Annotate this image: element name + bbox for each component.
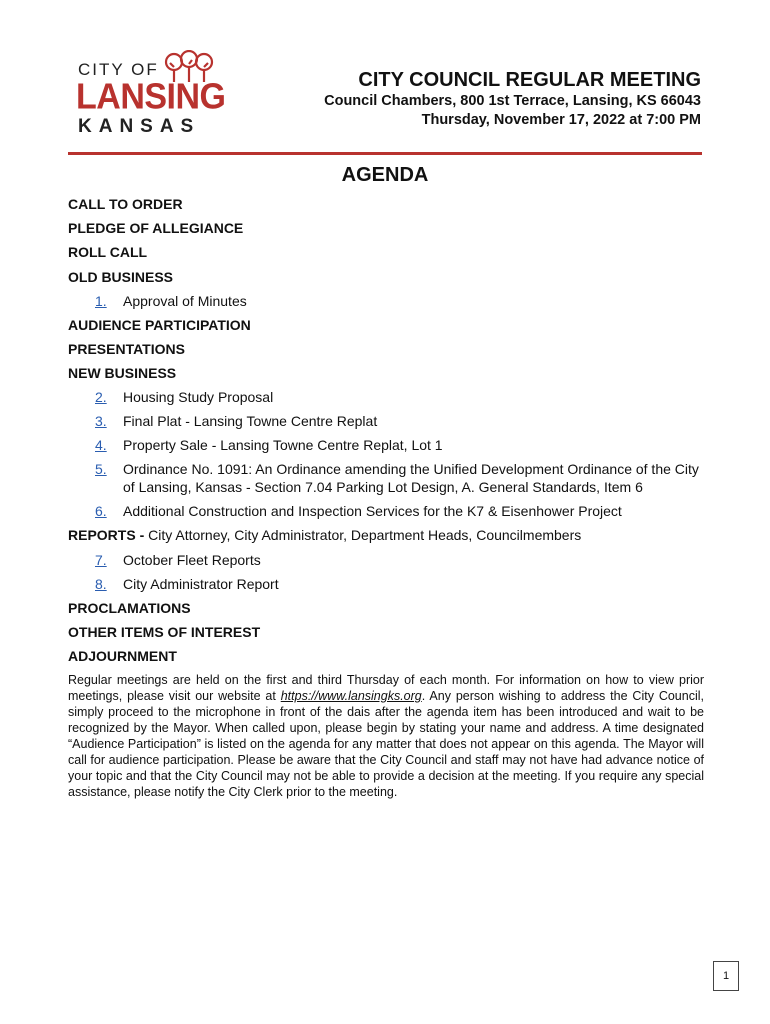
page-number: 1 (713, 961, 739, 991)
agenda-item (68, 409, 704, 433)
section-adjournment: ADJOURNMENT (68, 647, 177, 664)
section-call-to-order: CALL TO ORDER (68, 196, 183, 212)
agenda-item-link[interactable]: 3. (95, 413, 107, 430)
agenda-item (68, 433, 704, 457)
meeting-header (324, 68, 701, 130)
agenda-body (68, 192, 704, 800)
meeting-datetime: Thursday, November 17, 2022 at 7:00 PM (421, 112, 701, 128)
meeting-notice (68, 672, 704, 800)
section-new-business: NEW BUSINESS (68, 365, 177, 382)
section-other-items: OTHER ITEMS OF INTEREST (68, 623, 261, 640)
agenda-item-link[interactable]: 1. (95, 292, 107, 309)
reports-label: REPORTS - (68, 527, 145, 544)
agenda-item-text: October Fleet Reports (123, 551, 261, 568)
notice-text-2: . Any person wishing to address the City Council, simply proceed to the microphone in front of the dais after the agenda item has been introduced and wait to be recognized by the Mayor. When called upon, please begin by stating your name and address. A time designated “Audience Participation” is listed on the agenda for any matter that does not appear on this agenda. The Mayor will call for audience participation. Please be aware that the City Council and staff may not have had advance notice of your topic and that the City Council may not be able to provide a decision at the meeting. If you require any special assistance, please notify the City Clerk prior to the meeting. (68, 689, 704, 800)
agenda-item (68, 548, 704, 572)
header-divider (68, 152, 702, 155)
agenda-item-text: Property Sale - Lansing Towne Centre Replat, Lot 1 (123, 437, 443, 454)
section-roll-call: ROLL CALL (68, 244, 148, 261)
meeting-location: Council Chambers, 800 1st Terrace, Lansing, KS 66043 (324, 93, 701, 109)
agenda-item (68, 385, 704, 409)
agenda-item-link[interactable]: 6. (95, 503, 107, 520)
website-link[interactable]: https://www.lansingks.org (280, 689, 422, 704)
agenda-item-text: Housing Study Proposal (123, 389, 274, 406)
logo-kansas: KANSAS (78, 116, 201, 137)
agenda-item (68, 289, 704, 313)
section-reports (68, 523, 704, 547)
agenda-item (68, 499, 704, 523)
agenda-item-text: Final Plat - Lansing Towne Centre Replat (123, 413, 378, 430)
section-audience: AUDIENCE PARTICIPATION (68, 316, 251, 333)
logo-lansing: LANSING (76, 77, 226, 117)
section-pledge: PLEDGE OF ALLEGIANCE (68, 220, 244, 237)
agenda-item-link[interactable]: 8. (95, 575, 107, 592)
agenda-item-link[interactable]: 4. (95, 437, 107, 454)
city-logo (76, 50, 226, 140)
agenda-item-text: Additional Construction and Inspection Services for the K7 & Eisenhower Project (123, 503, 622, 520)
agenda-item-text: City Administrator Report (123, 575, 279, 592)
notice-text-1: Regular meetings are held on the first and third Thursday of each month. For information on how to view prior meetings, please visit our website at (68, 673, 704, 704)
agenda-item-link[interactable]: 5. (95, 461, 107, 478)
reports-detail: City Attorney, City Administrator, Department Heads, Councilmembers (144, 527, 582, 544)
section-presentations: PRESENTATIONS (68, 340, 185, 357)
agenda-item-link[interactable]: 2. (95, 389, 107, 406)
agenda-item (68, 572, 704, 596)
agenda-item-text: Approval of Minutes (123, 292, 247, 309)
section-old-business: OLD BUSINESS (68, 268, 174, 285)
agenda-item-link[interactable]: 7. (95, 551, 107, 568)
agenda-item-text: Ordinance No. 1091: An Ordinance amending the Unified Development Ordinance of the City of Lansing, Kansas - Section 7.04 Parking Lot Design, A. General Standards, Item 6 (123, 461, 699, 496)
agenda-item (68, 457, 704, 499)
meeting-title: CITY COUNCIL REGULAR MEETING (358, 69, 701, 91)
logo-city-of: CITY OF (78, 60, 159, 79)
section-proclamations: PROCLAMATIONS (68, 599, 191, 616)
agenda-title (0, 164, 770, 187)
agenda-title-text: AGENDA (341, 164, 429, 186)
